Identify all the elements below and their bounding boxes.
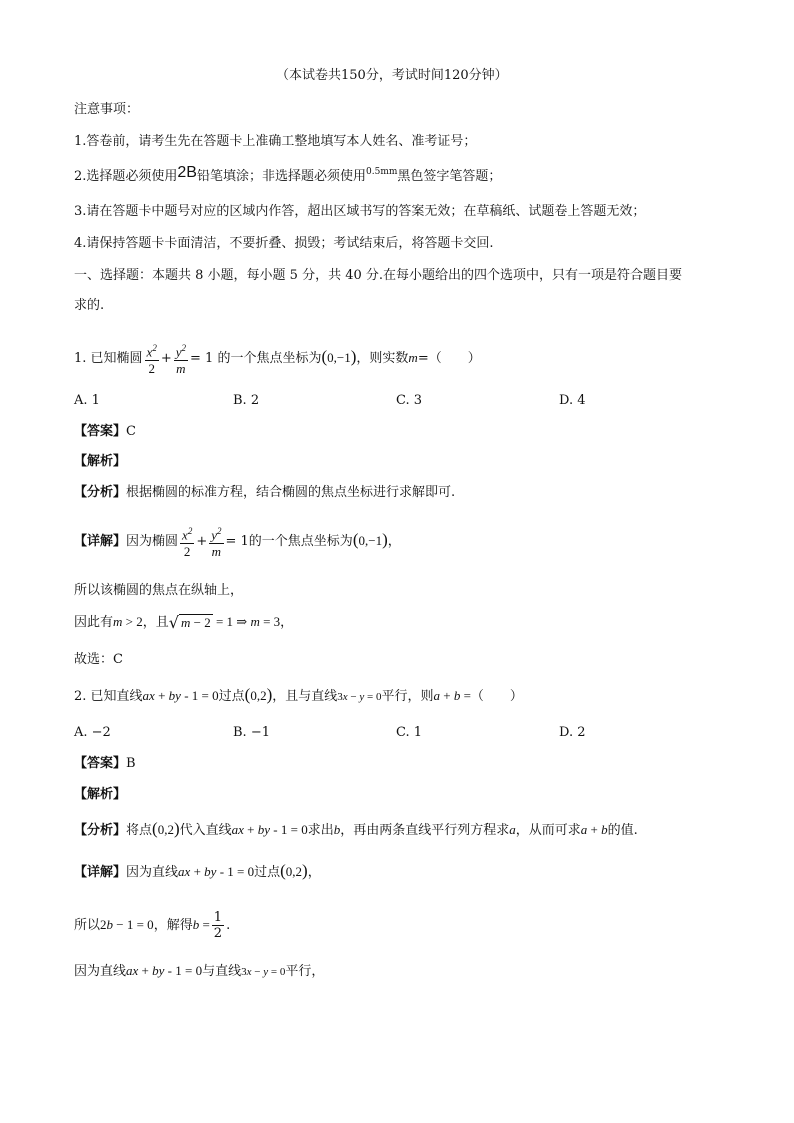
q2-fenxi-mid: 代入直线 <box>179 823 232 838</box>
detail-point: (0,2) <box>280 861 308 880</box>
q2-fenxi-mid4: ，从而可求 <box>515 823 581 838</box>
q2-step2-mid: 与直线 <box>202 964 242 979</box>
q2-after: 平行，则 <box>381 689 434 704</box>
section-heading-line2: 求的. <box>74 298 105 313</box>
q2-xiangjie-label: 【详解】 <box>74 865 127 880</box>
step2-line-l1: ax + by - 1 = 0 <box>126 963 203 978</box>
q2-step2-end: 平行， <box>285 964 325 979</box>
q1-step2: 因此有m > 2，且 √ m − 2 = 1 ⇒ m = 3， <box>74 612 294 632</box>
q2-prefix: 2. 已知直线 <box>74 689 143 704</box>
b-fraction: $\frac{1}{2}$ <box>213 910 223 941</box>
q2-step1: 所以2b − 1 = 0，解得b = $\frac{1}{2}$ . <box>74 910 231 941</box>
section-heading-line1: 一、选择题：本题共 8 小题，每小题 5 分，共 40 分.在每小题给出的四个选项中，只有一项是符合题目要 <box>74 268 683 283</box>
q1-stem: 1. 已知椭圆 $\frac{x^2}{2}$ + $\frac{y^2}{m}$ = 1 的一个焦点坐标为(0,−1)，则实数m=（ ） <box>74 343 481 376</box>
notice-item-4: 4.请保持答题卡卡面清洁，不要折叠、损毁；考试结束后，将答题卡交回. <box>74 236 494 251</box>
q1-step2-pre: 因此有 <box>74 615 114 630</box>
q1-answer <box>74 423 136 441</box>
q2-jiexi: 【解析】 <box>74 787 127 802</box>
page-header: （本试卷共150分，考试时间120分钟） <box>276 68 508 83</box>
point-0-2: (0,2) <box>244 685 273 704</box>
q1-jiexi: 【解析】 <box>74 454 127 469</box>
q2-xiangjie-mid: 过点 <box>254 865 281 880</box>
q1-blank: （ ） <box>428 351 481 366</box>
detail-x-term: $\frac{x^2}{2}$ <box>182 526 193 559</box>
q1-xiangjie-pre: 因为椭圆 <box>126 534 179 549</box>
q1-xiangjie-mid: 的一个焦点坐标为 <box>248 534 353 549</box>
q1-conclusion: 故选：C <box>74 652 123 667</box>
step2-line-l2: 3x − y = 0 <box>241 966 286 978</box>
var-b: b <box>333 822 341 837</box>
q1-fenxi-text: 根据椭圆的标准方程，结合椭圆的焦点坐标进行求解即可. <box>126 485 456 500</box>
detail-focus-point: (0,−1) <box>352 530 388 549</box>
q1-option-c: C. 3 <box>396 393 423 408</box>
q2-option-b: B. −1 <box>233 725 270 740</box>
q1-step1: 所以该椭圆的焦点在纵轴上， <box>74 583 244 598</box>
q1-fenxi <box>74 484 455 502</box>
notice-item-2-text: 2.选择题必须使用 <box>74 169 178 184</box>
q1-prefix: 1. 已知椭圆 <box>74 351 143 366</box>
pencil-2b: 2B <box>177 164 197 181</box>
q2-step1-mid: ，解得 <box>153 918 193 933</box>
q1-option-b: B. 2 <box>233 393 260 408</box>
q2-fenxi-mid3: ，再由两条直线平行列方程求 <box>340 823 510 838</box>
variable-m: m <box>408 350 418 365</box>
q1-option-d: D. 4 <box>559 393 586 408</box>
q2-option-d: D. 2 <box>559 725 586 740</box>
line-l2: 3x − y = 0 <box>337 691 382 703</box>
q2-answer-label: 【答案】 <box>74 756 127 771</box>
q2-fenxi-label: 【分析】 <box>74 823 127 838</box>
q2-step2-pre: 因为直线 <box>74 964 127 979</box>
focus-point: (0,−1) <box>321 347 357 366</box>
notice-item-2-text-c: 黑色签字笔答题； <box>397 169 502 184</box>
q2-answer-value: B <box>126 756 136 771</box>
q2-fenxi-end: 的值. <box>607 823 638 838</box>
q1-fenxi-label: 【分析】 <box>74 485 127 500</box>
q1-option-a: A. 1 <box>74 393 100 408</box>
q2-step2 <box>74 962 324 981</box>
q2-mid2: ，且与直线 <box>272 689 338 704</box>
q1-xiangjie-label: 【详解】 <box>74 534 127 549</box>
q1-mid: 的一个焦点坐标为 <box>217 351 322 366</box>
q1-xiangjie: 【详解】因为椭圆 $\frac{x^2}{2}$ + $\frac{y^2}{m}$ = 1的一个焦点坐标为(0,−1)， <box>74 526 401 559</box>
q2-fenxi-pre: 将点 <box>126 823 153 838</box>
q2-blank: （ ） <box>470 689 523 704</box>
fenxi-point: (0,2) <box>152 819 180 838</box>
q2-step1-pre: 所以 <box>74 918 101 933</box>
q2-option-a: A. −2 <box>74 725 111 740</box>
q2-stem <box>74 686 523 706</box>
q2-fenxi <box>74 820 638 840</box>
q2-mid: 过点 <box>218 689 245 704</box>
notice-item-3: 3.请在答题卡中题号对应的区域内作答，超出区域书写的答案无效；在草稿纸、试题卷上答题无效； <box>74 204 646 219</box>
equation-2b: 2b − 1 = 0 <box>100 917 154 932</box>
pen-width: 0.5mm <box>366 167 398 177</box>
q2-xiangjie: 【详解】因为直线ax + by - 1 = 0过点(0,2)， <box>74 861 321 880</box>
sum-a-b: a + b = <box>433 688 471 703</box>
fenxi-line: ax + by - 1 = 0 <box>231 822 308 837</box>
detail-y-term: $\frac{y^2}{m}$ <box>211 526 222 559</box>
notice-item-1: 1.答卷前，请考生先在答题卡上准确工整地填写本人姓名、准考证号； <box>74 134 477 149</box>
q1-after: ，则实数 <box>356 351 409 366</box>
line-l1: ax + by - 1 = 0 <box>142 688 219 703</box>
ellipse-x-term: $\frac{x^2}{2}$ <box>146 343 157 376</box>
q1-step2-mid: ，且 <box>142 615 169 630</box>
detail-line: ax + by - 1 = 0 <box>178 864 255 879</box>
q2-xiangjie-pre: 因为直线 <box>126 865 179 880</box>
ellipse-y-term: $\frac{y^2}{m}$ <box>175 343 187 376</box>
notice-title: 注意事项： <box>74 102 140 117</box>
solve-m-3: = 1 ⇒ m = 3 <box>212 614 281 629</box>
notice-item-2 <box>74 164 502 187</box>
q2-fenxi-mid2: 求出 <box>307 823 334 838</box>
q2-option-c: C. 1 <box>396 725 423 740</box>
q1-answer-value: C <box>126 424 136 439</box>
sqrt-expression: √ m − 2 <box>168 612 211 632</box>
q1-answer-label: 【答案】 <box>74 424 127 439</box>
notice-item-2-text-b: 铅笔填涂；非选择题必须使用 <box>196 169 366 184</box>
var-a-plus-b: a + b <box>580 822 608 837</box>
b-value: b = <box>192 917 210 932</box>
var-a: a <box>509 822 516 837</box>
q2-answer <box>74 755 136 773</box>
condition-m-gt-2: m > 2 <box>113 614 143 629</box>
